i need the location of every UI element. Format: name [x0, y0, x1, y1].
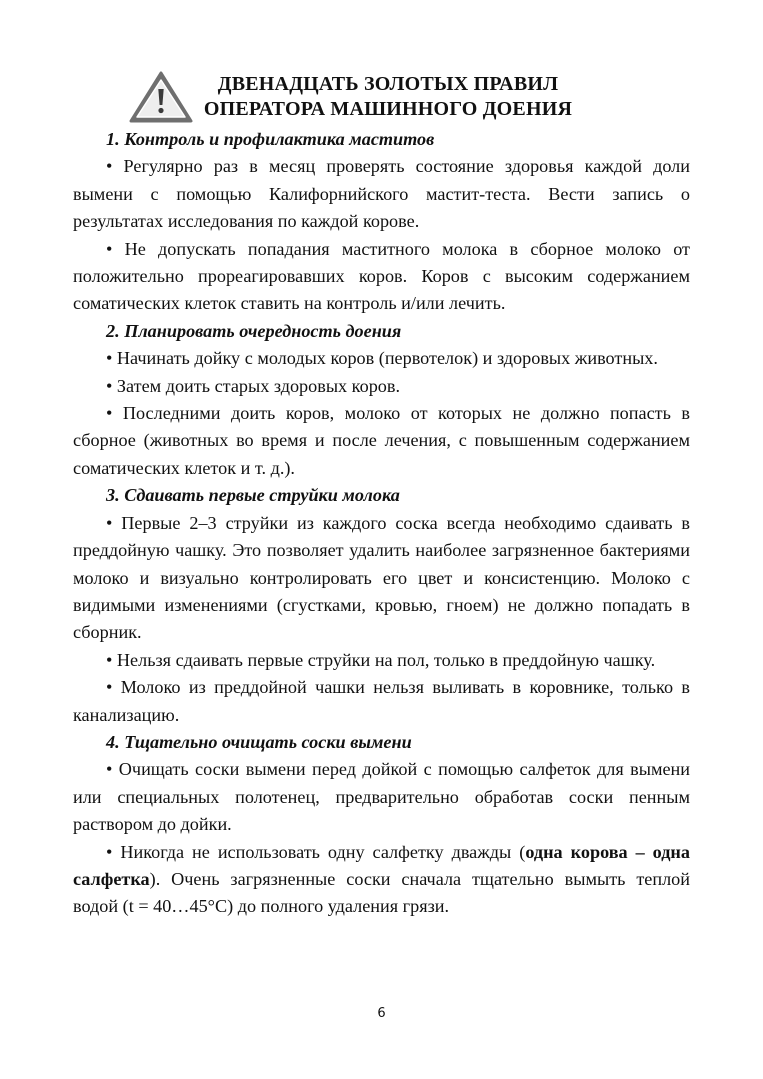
- paragraph: • Нельзя сдаивать первые струйки на пол, только в преддойную чашку.: [106, 649, 656, 670]
- document-body: [73, 126, 690, 921]
- header: [128, 68, 598, 124]
- warning-triangle-icon: [128, 70, 194, 124]
- section-heading: 1. Контроль и профилактика маститов: [106, 129, 435, 149]
- paragraph: • Очищать соски вымени перед дойкой с помощью салфеток для вымени или специальных полотенец, предварительно обработав соски пенным раствором до дойки.: [73, 759, 690, 835]
- paragraph: [73, 839, 690, 921]
- paragraph: • Первые 2–3 струйки из каждого соска всегда необходимо сдаивать в преддойную чашку. Это позволяет удалить наиболее загрязненное бактериями молоко и визуально контролировать его цвет и консистенцию. Молоко с видимыми изменениями (сгустками, кровью, гноем) не должно попадать в сборник.: [73, 512, 690, 643]
- title-line-1: ДВЕНАДЦАТЬ ЗОЛОТЫХ ПРАВИЛ: [217, 73, 559, 95]
- paragraph: • Регулярно раз в месяц проверять состояние здоровья каждой доли вымени с помощью Калифорнийского мастит-теста. Вести запись о результатах исследования по каждой корове.: [73, 156, 690, 232]
- paragraph-text: • Никогда не использовать одну салфетку дважды (: [106, 841, 526, 862]
- paragraph: • Затем доить старых здоровых коров.: [106, 375, 401, 396]
- section-heading: 4. Тщательно очищать соски вымени: [106, 731, 412, 752]
- page-number: 6: [377, 1006, 386, 1021]
- paragraph: • Молоко из преддойной чашки нельзя выливать в коровнике, только в канализацию.: [73, 677, 690, 725]
- paragraph: • Начинать дойку с молодых коров (первотелок) и здоровых животных.: [106, 348, 658, 369]
- section-heading: 2. Планировать очередность доения: [106, 320, 402, 341]
- paragraph-text: ). Очень загрязненные соски сначала тщательно вымыть теплой водой (t = 40…45°С) до полного удаления грязи.: [73, 868, 690, 917]
- paragraph: • Не допускать попадания маститного молока в сборное молоко от положительно прореагировавших коров. Коров с высоким содержанием соматических клеток ставить на контроль и/или лечить.: [73, 238, 690, 314]
- title-line-2: ОПЕРАТОРА МАШИННОГО ДОЕНИЯ: [203, 98, 573, 120]
- paragraph: • Последними доить коров, молоко от которых не должно попасть в сборное (животных во время и после лечения, с повышенным содержанием соматических клеток и т. д.).: [73, 403, 690, 478]
- bold-phrase: одна корова – одна салфетка: [73, 841, 690, 889]
- page-title: [188, 72, 588, 122]
- section-heading: 3. Сдаивать первые струйки молока: [106, 485, 400, 506]
